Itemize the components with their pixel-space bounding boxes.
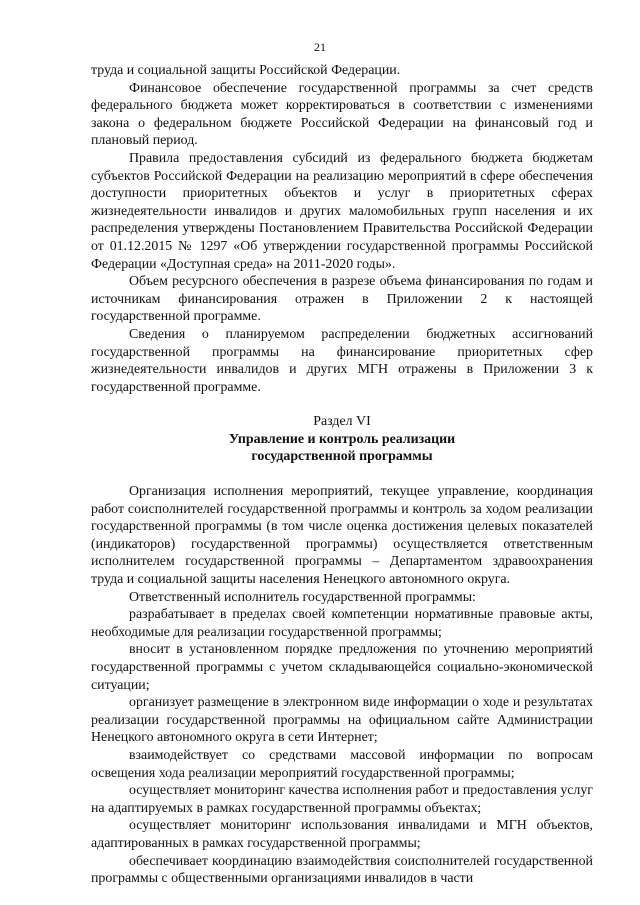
paragraph: Ответственный исполнитель государственной программы:	[129, 589, 476, 605]
section-title-line-1: Управление и контроль реализации	[228, 431, 456, 447]
paragraph: Сведения о планируемом распределении бюджетных ассигнований государственной программы на финансирование приоритетных сфер жизнедеятельности инвалидов и других МГН отражены в Приложении 3 к государственной программе.	[91, 326, 593, 395]
section-title-line-2: государственной программы	[251, 449, 433, 465]
list-item: разрабатывает в пределах своей компетенции нормативные правовые акты, необходимые для реализации государственной программы;	[91, 607, 593, 640]
paragraph: Организация исполнения мероприятий, текущее управление, координация работ соисполнителей государственной программы и контроль за ходом реализации государственной программы (в том числе оценка достижения целевых показателей (индикаторов) государственной программы) осуществляется ответственным исполнителем государственной программы – Департаментом здравоохранения труда и социальной защиты населения Ненецкого автономного округа.	[91, 484, 593, 588]
paragraph: Объем ресурсного обеспечения в разрезе объема финансирования по годам и источникам финансирования отражен в Приложении 2 к настоящей государственной программе.	[91, 274, 593, 325]
page-number: 21	[314, 40, 326, 54]
paragraph: Правила предоставления субсидий из федерального бюджета бюджетам субъектов Российской Федерации на реализацию мероприятий в сфере обеспечения доступности приоритетных объектов и услуг в приоритетных сферах жизнедеятельности инвалидов и других маломобильных групп населения и их распределения утверждены Постановлением Правительства Российской Федерации от 01.12.2015 № 1297 «Об утверждении государственной программы Российской Федерации «Доступная среда» на 2011-2020 годы».	[91, 150, 593, 272]
list-item: вносит в установленном порядке предложения по уточнению мероприятий государственной программы с учетом складывающейся социально-экономической ситуации;	[91, 642, 593, 693]
paragraph: Финансовое обеспечение государственной программы за счет средств федерального бюджета может корректироваться в соответствии с изменениями закона о федеральном бюджете Российской Федерации на финансовый год и плановый период.	[91, 80, 593, 149]
list-item: обеспечивает координацию взаимодействия соисполнителей государственной программы с общественными организациями инвалидов в части	[91, 853, 593, 887]
section-label: Раздел VI	[313, 414, 371, 430]
list-item: осуществляет мониторинг использования инвалидами и МГН объектов, адаптированных в рамках государственной программы;	[91, 818, 593, 851]
paragraph: труда и социальной защиты Российской Федерации.	[91, 63, 401, 78]
list-item: взаимодействует со средствами массовой информации по вопросам освещения хода реализации мероприятий государственной программы;	[91, 747, 593, 781]
list-item: организует размещение в электронном виде информации о ходе и результатах реализации государственной программы на официальном сайте Администрации Ненецкого автономного округа в сети Интернет;	[91, 695, 593, 746]
spacer	[91, 466, 593, 483]
document-body	[91, 62, 593, 888]
list-item: осуществляет мониторинг качества исполнения работ и предоставления услуг на адаптируемых в рамках государственной программы объектах;	[91, 783, 593, 816]
